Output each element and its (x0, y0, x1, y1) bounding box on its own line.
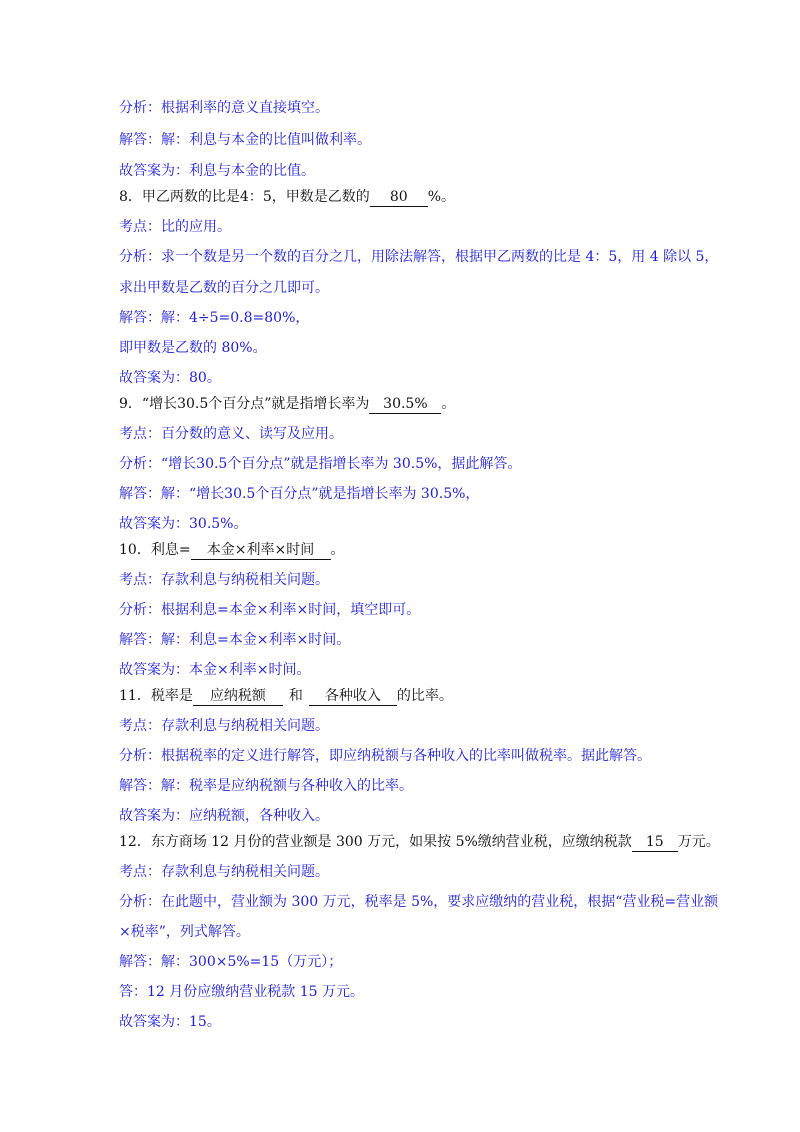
q12-answer-blank: 15 (632, 833, 678, 852)
q8-solution-2: 即甲数是乙数的 80%。 (119, 340, 267, 356)
q10-analysis: 分析：根据利息=本金×利率×时间，填空即可。 (119, 602, 421, 618)
q8-analysis-2: 求出甲数是乙数的百分之几即可。 (119, 280, 329, 296)
q12-stem (119, 832, 720, 852)
q7-solution: 解答：解：利息与本金的比值叫做利率。 (119, 132, 371, 148)
q9-point: 考点：百分数的意义、读写及应用。 (119, 426, 343, 442)
q8-answer: 故答案为：80。 (119, 370, 221, 386)
q10-stem-before: 10．利息= (119, 542, 191, 558)
q9-analysis: 分析：“增长30.5个百分点”就是指增长率为 30.5%，据此解答。 (119, 456, 522, 472)
q8-stem-before: 8．甲乙两数的比是4：5，甲数是乙数的 (119, 189, 370, 205)
q10-answer: 故答案为：本金×利率×时间。 (119, 662, 311, 678)
q12-stem-before: 12．东方商场 12 月份的营业额是 300 万元，如果按 5%缴纳营业税，应缴纳税款 (119, 834, 632, 850)
q11-stem-after: 的比率。 (396, 688, 453, 704)
q8-solution-1: 解答：解：4÷5=0.8=80%， (119, 310, 310, 326)
q9-answer-blank: 30.5% (369, 395, 441, 414)
q11-point: 考点：存款利息与纳税相关问题。 (119, 718, 329, 734)
q7-answer: 故答案为：利息与本金的比值。 (119, 163, 315, 179)
q8-analysis-1: 分析：求一个数是另一个数的百分之几，用除法解答，根据甲乙两数的比是 4：5，用 4 除以 5， (119, 249, 719, 265)
q11-answer: 故答案为：应纳税额，各种收入。 (119, 808, 329, 824)
q11-answer-blank-2: 各种收入 (309, 687, 397, 706)
q10-stem-after: 。 (330, 542, 345, 558)
q8-stem-after: %。 (427, 189, 456, 205)
q12-answer: 故答案为：15。 (119, 1014, 221, 1030)
q12-analysis-2: ×税率”，列式解答。 (119, 924, 250, 940)
q10-stem (119, 540, 345, 560)
q10-point: 考点：存款利息与纳税相关问题。 (119, 572, 329, 588)
q9-stem (119, 394, 455, 414)
q11-stem (119, 686, 453, 706)
q9-stem-before: 9．“增长30.5个百分点”就是指增长率为 (119, 396, 370, 412)
q11-answer-blank-1: 应纳税额 (193, 687, 283, 706)
q8-point: 考点：比的应用。 (119, 219, 231, 235)
q10-solution: 解答：解：利息=本金×利率×时间。 (119, 632, 351, 648)
q9-answer: 故答案为：30.5%。 (119, 516, 248, 532)
q12-point: 考点：存款利息与纳税相关问题。 (119, 864, 329, 880)
q7-analysis: 分析：根据利率的意义直接填空。 (119, 100, 329, 116)
q11-solution: 解答：解：税率是应纳税额与各种收入的比率。 (119, 778, 413, 794)
q8-answer-blank: 80 (370, 188, 428, 207)
q10-answer-blank: 本金×利率×时间 (191, 541, 331, 560)
q11-stem-before: 11．税率是 (119, 688, 193, 704)
q9-solution: 解答：解：“增长30.5个百分点”就是指增长率为 30.5%， (119, 486, 480, 502)
q12-stem-after: 万元。 (677, 834, 720, 850)
q11-stem-mid: 和 (288, 688, 303, 704)
q12-solution-1: 解答：解：300×5%=15（万元）； (119, 954, 343, 970)
q12-solution-2: 答：12 月份应缴纳营业税款 15 万元。 (119, 984, 364, 1000)
q9-stem-after: 。 (441, 396, 456, 412)
q12-analysis-1: 分析：在此题中，营业额为 300 万元，税率是 5%，要求应缴纳的营业税，根据“营业税=营业额 (119, 894, 719, 910)
q11-analysis: 分析：根据税率的定义进行解答，即应纳税额与各种收入的比率叫做税率。据此解答。 (119, 748, 651, 764)
q8-stem (119, 187, 455, 207)
